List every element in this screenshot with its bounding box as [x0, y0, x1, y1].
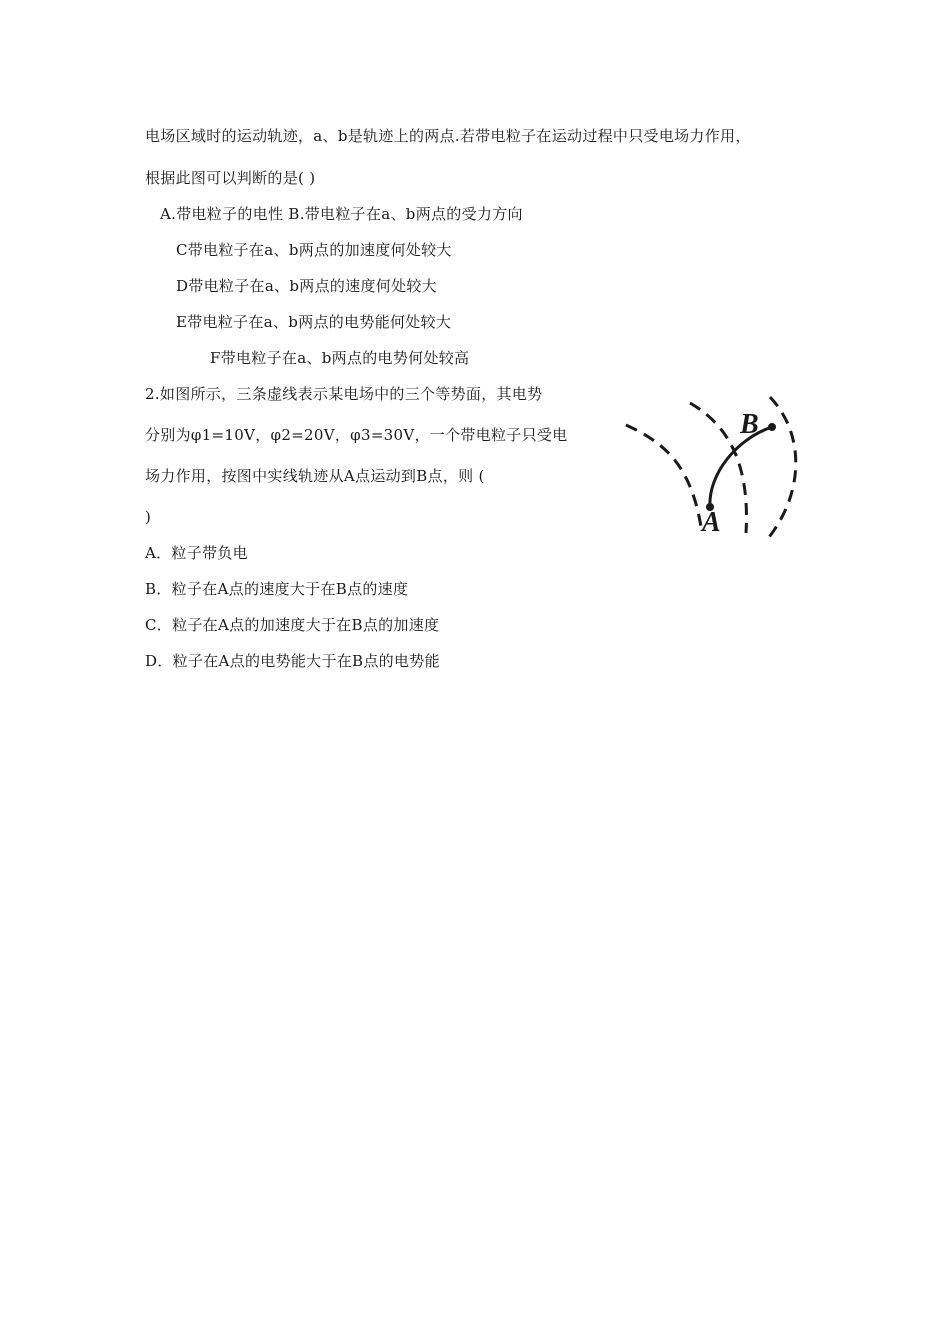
q2-option-c: C．粒子在A点的加速度大于在B点的加速度	[145, 616, 440, 634]
point-a-label: A	[702, 507, 721, 538]
q1-option-f: F带电粒子在a、b两点的电势何处较高	[210, 349, 470, 367]
q2-option-a: A．粒子带负电	[145, 544, 248, 562]
equipotential-line-3	[766, 397, 796, 541]
equipotential-figure	[610, 395, 820, 555]
q1-stem-line2: 根据此图可以判断的是( )	[145, 169, 316, 187]
q1-option-e: E带电粒子在a、b两点的电势能何处较大	[176, 313, 452, 331]
equipotential-line-1	[626, 425, 702, 533]
q2-stem-line3: 场力作用，按图中实线轨迹从A点运动到B点，则 (	[145, 467, 485, 485]
q2-option-b: B．粒子在A点的速度大于在B点的速度	[145, 580, 409, 598]
q1-stem-line1: 电场区域时的运动轨迹，a、b是轨迹上的两点.若带电粒子在运动过程中只受电场力作用，	[145, 127, 751, 145]
q2-stem-line1: 2.如图所示，三条虚线表示某电场中的三个等势面，其电势	[145, 385, 543, 403]
point-b-label: B	[740, 409, 759, 440]
q2-stem-line4: )	[145, 508, 152, 526]
q1-option-c: C带电粒子在a、b两点的加速度何处较大	[176, 241, 452, 259]
q1-option-d: D带电粒子在a、b两点的速度何处较大	[176, 277, 437, 295]
q1-options-ab: A.带电粒子的电性 B.带电粒子在a、b两点的受力方向	[160, 205, 523, 223]
q2-option-d: D．粒子在A点的电势能大于在B点的电势能	[145, 652, 440, 670]
point-b-dot	[768, 423, 776, 431]
q2-stem-line2: 分别为φ1=10V，φ2=20V，φ3=30V，一个带电粒子只受电	[145, 426, 568, 444]
